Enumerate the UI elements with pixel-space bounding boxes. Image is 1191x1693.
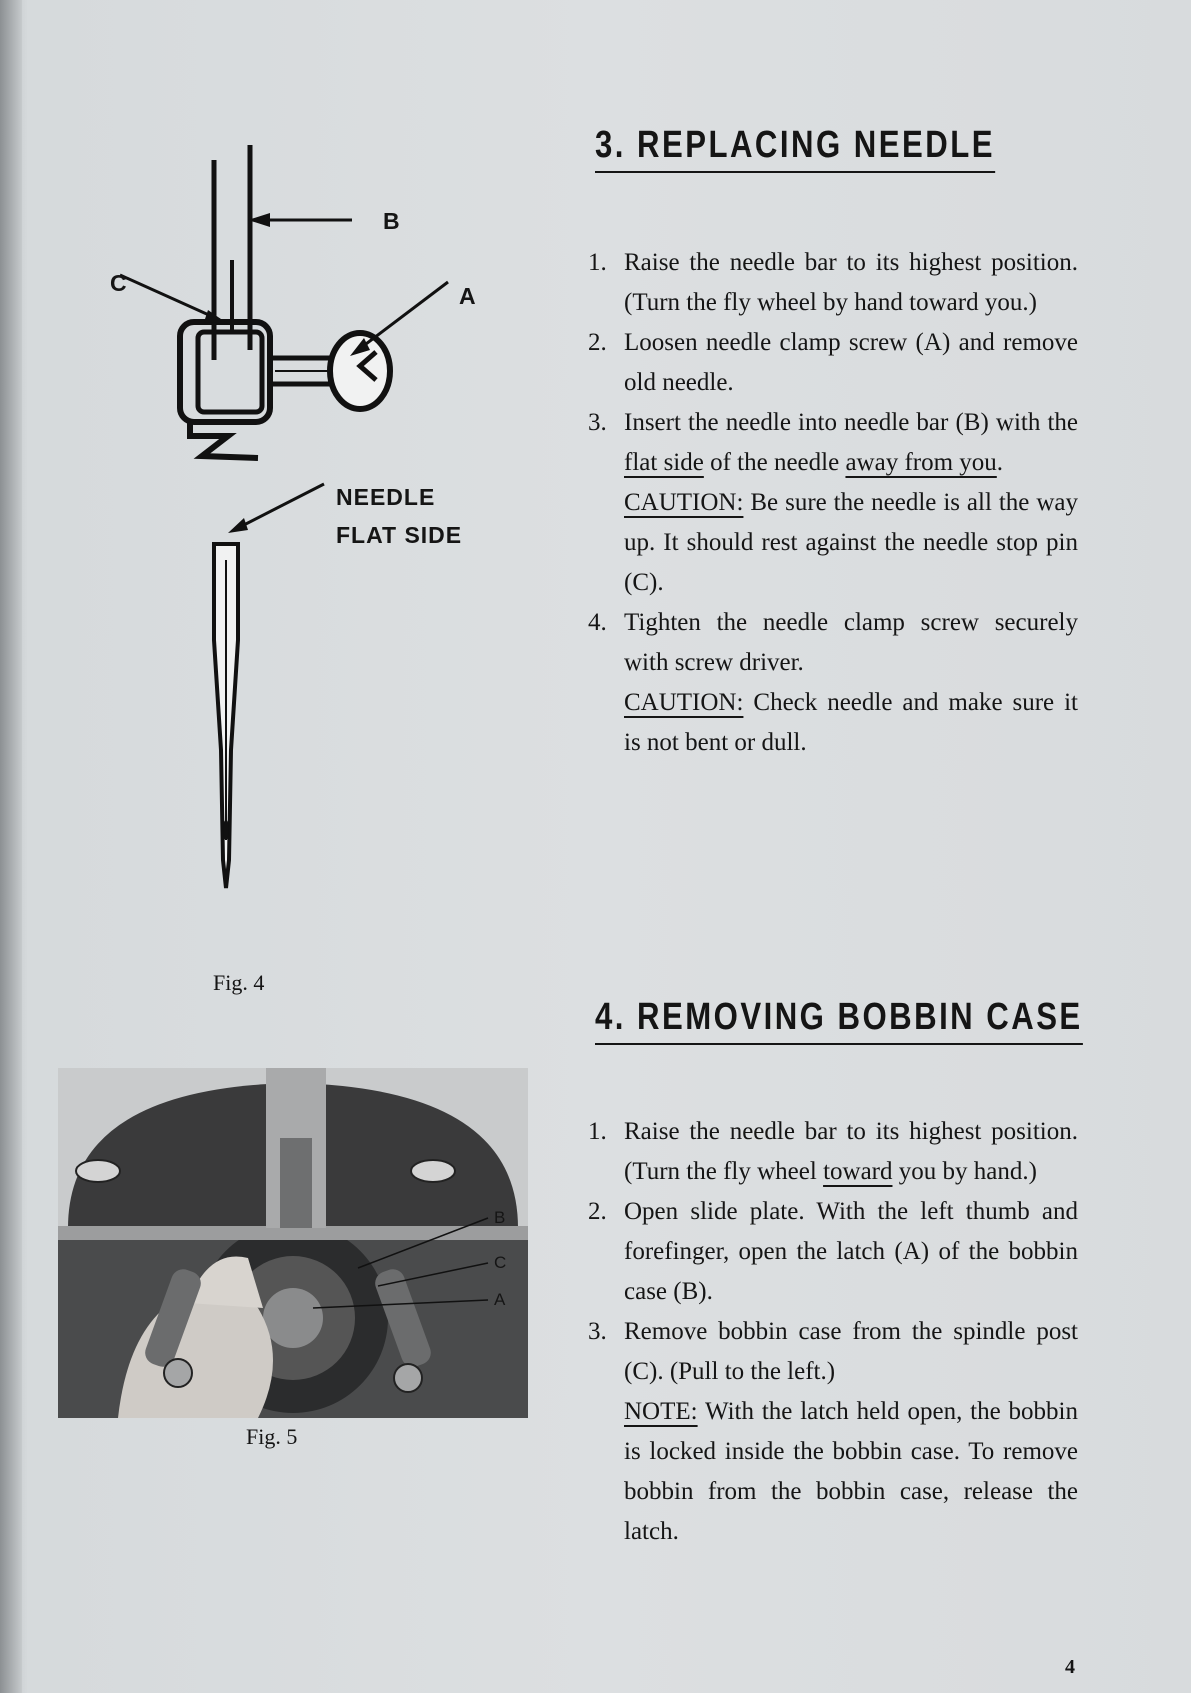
caution-note: [624, 483, 1078, 603]
note-text: With the latch held open, the bobbin is locked inside the bobbin case. To remove bobbin from the bobbin case, release the latch.: [624, 1398, 1078, 1545]
fig4-label-c: C: [110, 270, 128, 296]
caution-note: [624, 683, 1078, 763]
note: [624, 1392, 1078, 1552]
step-number: 4.: [588, 609, 607, 636]
underlined-phrase: flat side: [624, 449, 704, 476]
section3-steps: [588, 243, 1078, 763]
section4-step-2: [588, 1192, 1078, 1312]
section4-steps: [588, 1112, 1078, 1552]
fig5-label-b: B: [494, 1208, 507, 1227]
step-text: Tighten the needle clamp screw securely with screw driver.: [624, 609, 1078, 676]
underlined-phrase: away from you: [845, 449, 997, 476]
caution-text: Be sure the needle is all the way up. It should rest against the needle stop pin (C).: [624, 489, 1078, 596]
step-text-part: you by hand.): [892, 1158, 1037, 1185]
page-spine-shadow: [0, 0, 22, 1693]
step-text-part: .: [996, 449, 1004, 476]
step-text-part: Raise the needle bar to its highest position. (Turn the fly wheel: [624, 1118, 1078, 1185]
step-number: 3.: [588, 409, 607, 436]
step-text: Remove bobbin case from the spindle post (C). (Pull to the left.): [624, 1318, 1078, 1385]
fig5-bobbin-case-photo: [58, 1068, 528, 1418]
step-number: 2.: [588, 329, 607, 356]
fig4-needle-label-line2: FLAT SIDE: [336, 522, 463, 548]
caution-label: CAUTION:: [624, 489, 744, 516]
caution-text: Check needle and make sure it is not bent or dull.: [624, 689, 1078, 756]
fig5-label-a: A: [494, 1290, 507, 1309]
fig4-needle-label-line1: NEEDLE: [336, 484, 436, 510]
caution-label: CAUTION:: [624, 689, 744, 716]
underlined-phrase: toward: [823, 1158, 893, 1185]
fig4-label-b: B: [383, 208, 401, 234]
step-text: [624, 403, 1078, 483]
step-number: 1.: [588, 1118, 607, 1145]
step-text: [624, 1112, 1078, 1192]
fig4-caption: Fig. 4: [213, 970, 265, 995]
section3-step-1: [588, 243, 1078, 323]
step-number: 3.: [588, 1318, 607, 1345]
section4-step-1: [588, 1112, 1078, 1192]
section4-heading: 4. REMOVING BOBBIN CASE: [595, 996, 1083, 1045]
note-label: NOTE:: [624, 1398, 698, 1425]
section4-step-3: [588, 1312, 1078, 1552]
step-text: Raise the needle bar to its highest position. (Turn the fly wheel by hand toward you.): [624, 249, 1078, 316]
step-text-part: Insert the needle into needle bar (B) with the: [624, 409, 1078, 436]
step-text: Open slide plate. With the left thumb and forefinger, open the latch (A) of the bobbin case (B).: [624, 1198, 1078, 1305]
step-text-part: of the needle: [703, 449, 846, 476]
section3-heading: 3. REPLACING NEEDLE: [595, 124, 995, 173]
section3-step-2: [588, 323, 1078, 403]
fig4-needle-bar-diagram: [90, 140, 610, 1040]
section3-step-3: [588, 403, 1078, 603]
fig5-label-c: C: [494, 1253, 508, 1272]
fig5-caption: Fig. 5: [246, 1424, 298, 1449]
step-number: 1.: [588, 249, 607, 276]
step-text: Loosen needle clamp screw (A) and remove old needle.: [624, 329, 1078, 396]
section3-step-4: [588, 603, 1078, 763]
page-number: 4: [1065, 1656, 1075, 1678]
step-number: 2.: [588, 1198, 607, 1225]
fig4-label-a: A: [459, 283, 477, 309]
